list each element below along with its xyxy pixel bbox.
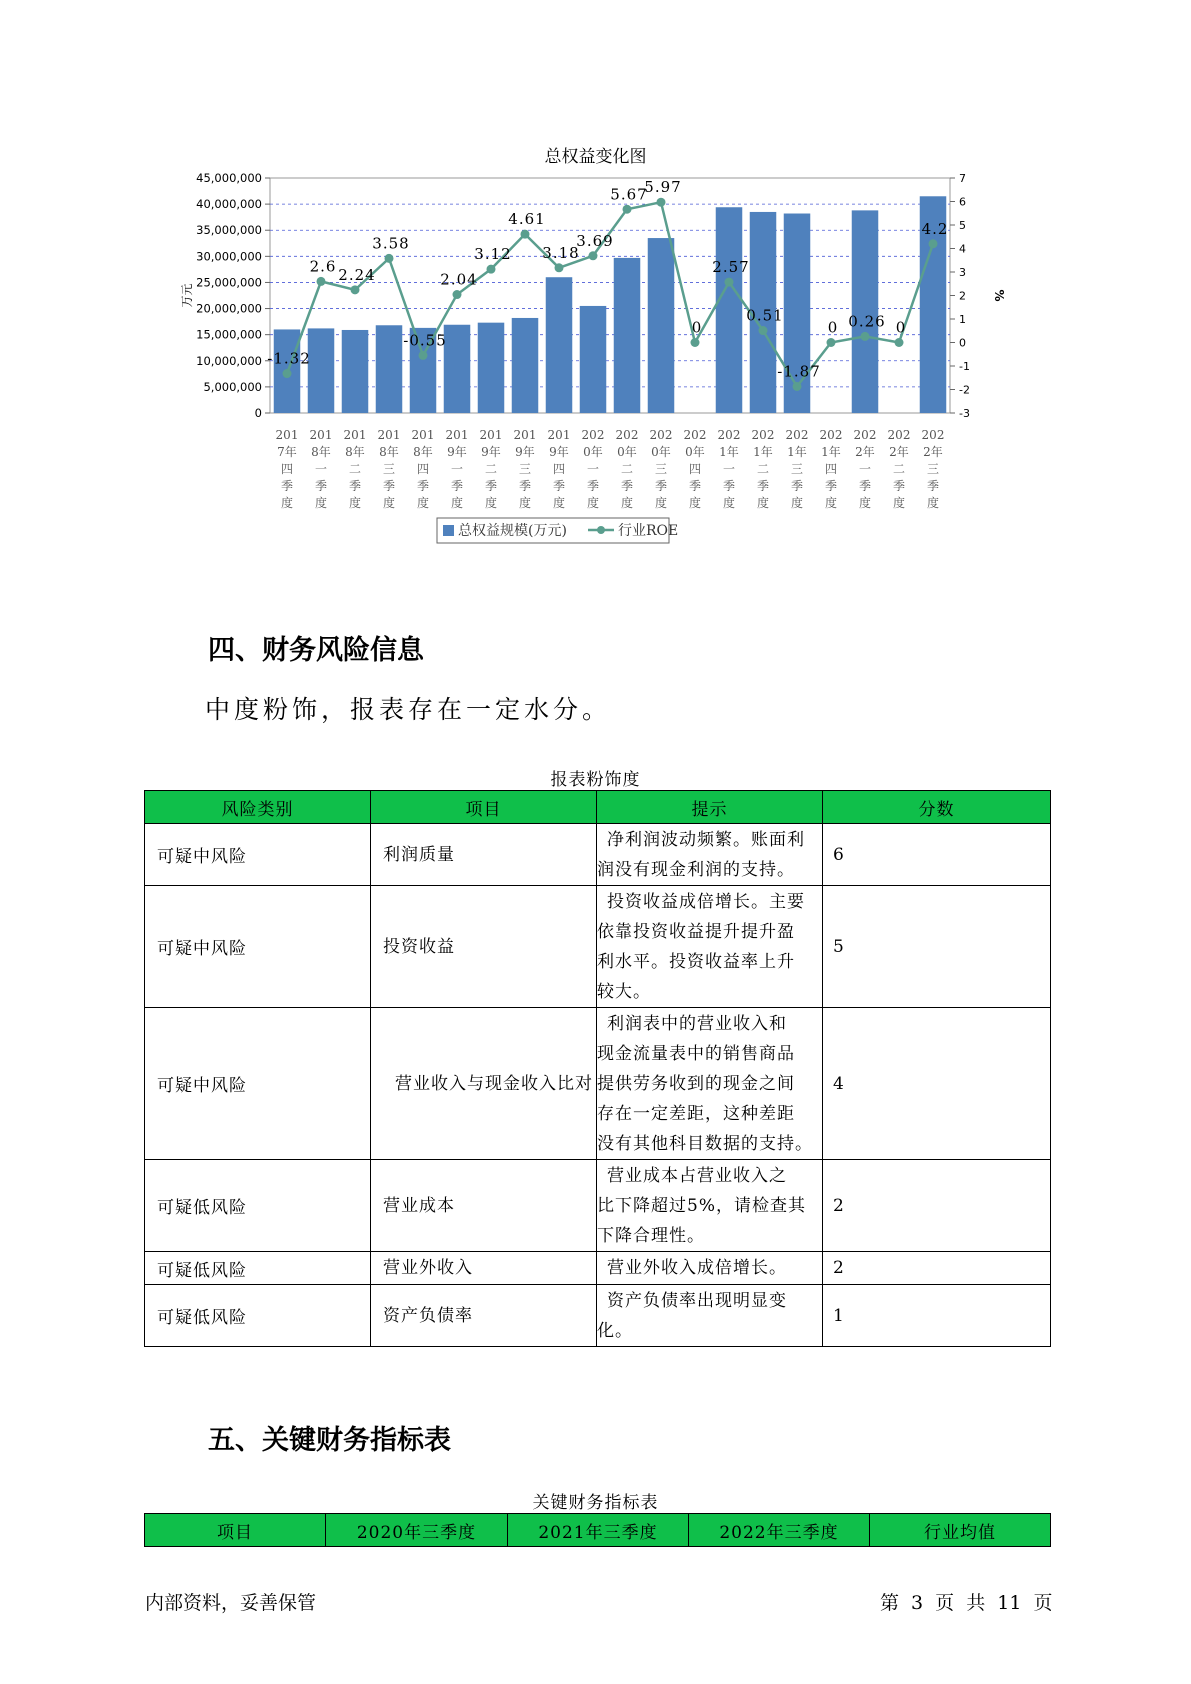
- table-row: [145, 886, 1051, 1008]
- header-2022q3: 2022年三季度: [689, 1514, 870, 1547]
- tip-line: 利水平。投资收益率上升: [597, 951, 795, 972]
- x-tick-label: 201 8年三季度: [377, 428, 401, 510]
- bar: [342, 330, 369, 413]
- tip-line: 润没有现金利润的支持。: [597, 859, 795, 880]
- tip-line: 较大。: [597, 981, 651, 1002]
- risk-score: 1: [823, 1285, 1051, 1347]
- y-left-tick-label: 25,000,000: [196, 275, 262, 290]
- roe-point: [589, 251, 598, 260]
- roe-data-label: 0: [827, 318, 839, 337]
- bar: [478, 323, 505, 413]
- y-left-tick-label: 0: [254, 406, 262, 420]
- y-right-tick-label: -3: [959, 407, 970, 420]
- page-number: 第 3 页 共 11 页: [880, 1592, 1053, 1614]
- risk-table: [144, 790, 1051, 1347]
- risk-score: 5: [823, 886, 1051, 1008]
- risk-item: 营业收入与现金收入比对: [371, 1008, 597, 1160]
- risk-tip: [597, 1252, 823, 1285]
- risk-score: 4: [823, 1008, 1051, 1160]
- table-row: [145, 1008, 1051, 1160]
- x-tick-label: 202 0年一季度: [581, 428, 605, 510]
- y-left-tick-label: 10,000,000: [196, 353, 262, 368]
- y-right-tick-label: 1: [959, 313, 966, 326]
- risk-item: 投资收益: [371, 886, 597, 1008]
- risk-category: 可疑中风险: [145, 824, 371, 886]
- risk-score: 2: [823, 1160, 1051, 1252]
- bar: [648, 238, 675, 413]
- bar: [580, 306, 607, 413]
- roe-point: [827, 338, 836, 347]
- x-tick-label: 201 8年一季度: [309, 428, 333, 510]
- tip-line: 比下降超过5%，请检查其: [597, 1195, 806, 1216]
- y-right-tick-label: 4: [959, 242, 966, 256]
- header-item: 项目: [145, 1514, 326, 1547]
- roe-point: [521, 230, 530, 239]
- y-left-tick-label: 45,000,000: [196, 171, 262, 185]
- risk-item: 利润质量: [371, 824, 597, 886]
- roe-data-label: 0.26: [848, 312, 886, 331]
- x-tick-label: 201 7年四季度: [275, 428, 299, 510]
- legend-bar-label: 总权益规模(万元): [458, 523, 567, 539]
- roe-point: [725, 278, 734, 287]
- roe-point: [419, 351, 428, 360]
- header-2021q3: 2021年三季度: [508, 1514, 689, 1547]
- tip-line: 投资收益成倍增长。主要: [607, 891, 805, 912]
- risk-tip: [597, 886, 823, 1008]
- bar: [716, 207, 743, 413]
- y-right-tick-label: -2: [959, 383, 970, 397]
- roe-point: [385, 254, 394, 263]
- legend-bar-swatch: [443, 525, 454, 536]
- table-row: [145, 1252, 1051, 1285]
- x-tick-label: 201 9年一季度: [445, 428, 469, 510]
- tip-line: 利润表中的营业收入和: [607, 1013, 787, 1034]
- risk-tip: [597, 1160, 823, 1252]
- risk-tip: [597, 824, 823, 886]
- y-left-tick-label: 40,000,000: [196, 197, 262, 212]
- risk-summary: 中度粉饰，报表存在一定水分。: [205, 695, 612, 724]
- roe-data-label: 2.04: [440, 270, 478, 289]
- roe-point: [929, 239, 938, 248]
- risk-tip: [597, 1008, 823, 1160]
- roe-point: [555, 263, 564, 272]
- y-left-tick-label: 35,000,000: [196, 223, 262, 238]
- bar: [546, 277, 573, 413]
- roe-point: [487, 265, 496, 274]
- x-tick-label: 202 0年二季度: [615, 428, 639, 510]
- risk-table-header: [145, 791, 1051, 824]
- chart-title: 总权益变化图: [544, 147, 647, 167]
- y-right-tick-label: 3: [959, 266, 966, 279]
- section4-heading: 四、财务风险信息: [208, 635, 424, 666]
- y-right-tick-label: 0: [959, 336, 966, 350]
- plot-area: [270, 178, 950, 413]
- risk-category: 可疑低风险: [145, 1285, 371, 1347]
- roe-data-label: 3.69: [576, 231, 614, 250]
- roe-data-label: 0: [691, 318, 703, 337]
- risk-tip: [597, 1285, 823, 1347]
- tip-line: 净利润波动频繁。账面利: [607, 829, 805, 850]
- header-2020q3: 2020年三季度: [326, 1514, 508, 1547]
- tip-line: 下降合理性。: [597, 1225, 705, 1246]
- x-tick-label: 202 1年一季度: [717, 428, 741, 510]
- legend-line-marker: [597, 526, 605, 534]
- header-item: 项目: [371, 791, 597, 824]
- y-right-axis-label: %: [992, 289, 1006, 302]
- roe-data-label: 0: [895, 318, 907, 337]
- roe-data-label: 3.58: [372, 234, 410, 253]
- risk-score: 2: [823, 1252, 1051, 1285]
- y-right-tick-label: 7: [959, 172, 966, 185]
- tip-line: 没有其他科目数据的支持。: [597, 1133, 813, 1154]
- tip-line: 化。: [597, 1320, 633, 1341]
- risk-category: 可疑中风险: [145, 886, 371, 1008]
- tip-line: 资产负债率出现明显变: [607, 1290, 787, 1311]
- roe-data-label: 4.61: [508, 210, 546, 229]
- roe-data-label: 0.51: [746, 306, 784, 325]
- risk-item: 营业外收入: [371, 1252, 597, 1285]
- tip-line: 营业成本占营业收入之: [607, 1165, 787, 1186]
- legend-line-label: 行业ROE: [618, 523, 679, 539]
- bar: [512, 318, 539, 413]
- roe-data-label: -1.87: [777, 362, 821, 381]
- roe-point: [895, 338, 904, 347]
- tip-line: 现金流量表中的销售商品: [597, 1043, 795, 1064]
- risk-score: 6: [823, 824, 1051, 886]
- table-row: [145, 1160, 1051, 1252]
- section5-heading: 五、关键财务指标表: [208, 1425, 451, 1456]
- roe-point: [759, 326, 768, 335]
- x-tick-label: 201 9年四季度: [547, 428, 571, 510]
- x-tick-label: 202 1年三季度: [785, 428, 809, 510]
- roe-data-label: -0.55: [403, 331, 447, 350]
- risk-category: 可疑低风险: [145, 1160, 371, 1252]
- tip-line: 提供劳务收到的现金之间: [597, 1073, 795, 1094]
- kpi-table: [144, 1513, 1051, 1547]
- kpi-table-header: [145, 1514, 1051, 1547]
- roe-point: [691, 338, 700, 347]
- x-tick-label: 202 2年二季度: [887, 428, 911, 510]
- tip-line: 营业外收入成倍增长。: [607, 1258, 787, 1278]
- header-tip: 提示: [597, 791, 823, 824]
- x-tick-label: 202 2年三季度: [921, 428, 945, 510]
- y-left-tick-label: 20,000,000: [196, 301, 262, 316]
- risk-table-caption: 报表粉饰度: [550, 770, 641, 790]
- header-risk-category: 风险类别: [145, 791, 371, 824]
- y-right-tick-label: 6: [959, 195, 966, 209]
- roe-data-label: 5.67: [610, 185, 648, 204]
- roe-data-label: 4.2: [921, 219, 949, 238]
- equity-chart: [175, 168, 1035, 598]
- risk-category: 可疑中风险: [145, 1008, 371, 1160]
- bar: [308, 328, 335, 413]
- bar: [376, 325, 403, 413]
- roe-point: [861, 332, 870, 341]
- table-row: [145, 1285, 1051, 1347]
- header-industry-avg: 行业均值: [870, 1514, 1051, 1547]
- kpi-table-caption: 关键财务指标表: [532, 1493, 659, 1513]
- roe-point: [657, 198, 666, 207]
- x-tick-label: 202 2年一季度: [853, 428, 877, 510]
- roe-point: [793, 382, 802, 391]
- risk-item: 资产负债率: [371, 1285, 597, 1347]
- x-tick-label: 202 0年四季度: [683, 428, 707, 510]
- bar: [444, 325, 471, 413]
- y-right-tick-label: 5: [959, 219, 966, 232]
- roe-data-label: 2.24: [338, 265, 376, 284]
- roe-data-label: 2.57: [712, 258, 750, 277]
- x-tick-label: 202 0年三季度: [649, 428, 673, 510]
- x-tick-label: 202 1年二季度: [751, 428, 775, 510]
- roe-point: [317, 277, 326, 286]
- x-tick-label: 201 8年四季度: [411, 428, 435, 510]
- roe-point: [351, 285, 360, 294]
- y-right-tick-label: 2: [959, 289, 966, 303]
- roe-point: [453, 290, 462, 299]
- tip-line: 存在一定差距，这种差距: [597, 1103, 795, 1124]
- y-left-tick-label: 5,000,000: [203, 379, 262, 394]
- tip-line: 依靠投资收益提升提升盈: [597, 921, 795, 942]
- x-tick-label: 202 1年四季度: [819, 428, 843, 510]
- bar: [614, 258, 641, 413]
- roe-data-label: -1.32: [267, 349, 311, 368]
- roe-data-label: 3.12: [474, 245, 512, 264]
- y-right-tick-label: -1: [959, 360, 970, 373]
- y-left-tick-label: 15,000,000: [196, 327, 262, 342]
- risk-item: 营业成本: [371, 1160, 597, 1252]
- x-tick-label: 201 8年二季度: [343, 428, 367, 510]
- header-score: 分数: [823, 791, 1051, 824]
- roe-data-label: 2.6: [309, 257, 337, 276]
- table-row: [145, 824, 1051, 886]
- y-left-tick-label: 30,000,000: [196, 249, 262, 264]
- roe-point: [283, 369, 292, 378]
- risk-category: 可疑低风险: [145, 1252, 371, 1285]
- x-tick-label: 201 9年三季度: [513, 428, 537, 510]
- roe-point: [623, 205, 632, 214]
- footer-confidential: 内部资料，妥善保管: [145, 1592, 317, 1614]
- roe-data-label: 5.97: [644, 178, 682, 197]
- x-tick-label: 201 9年二季度: [479, 428, 503, 510]
- roe-data-label: 3.18: [542, 243, 580, 262]
- y-left-axis-label: 万元: [180, 283, 194, 308]
